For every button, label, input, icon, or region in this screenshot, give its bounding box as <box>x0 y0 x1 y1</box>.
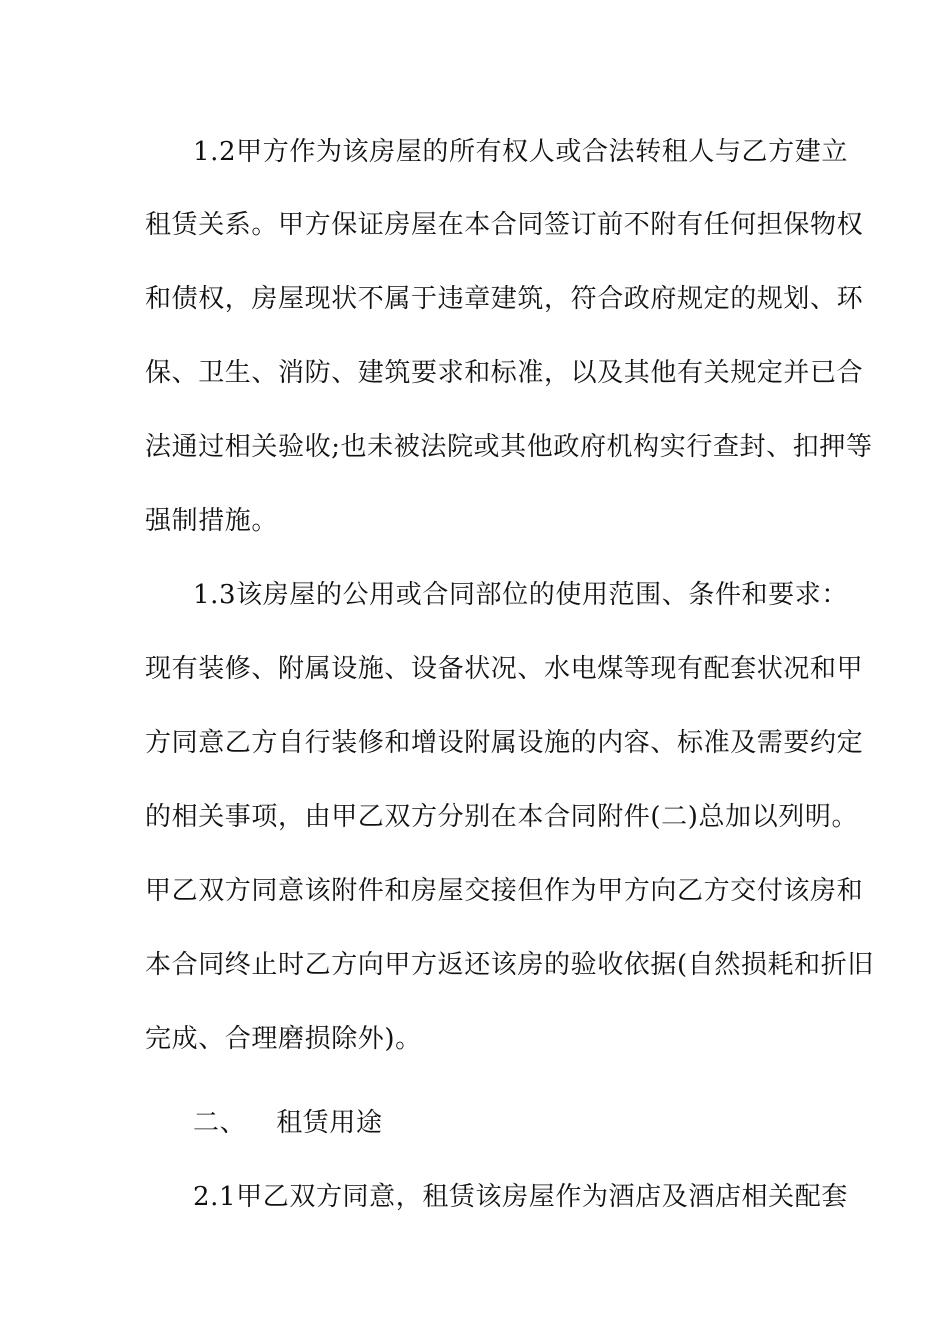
paragraph-1-3-line-3: 方同意乙方自行装修和增设附属设施的内容、标准及需要约定 <box>145 728 864 758</box>
paragraph-1-2-line-6: 强制措施。 <box>145 506 279 536</box>
paragraph-1-2-line-5: 法通过相关验收;也未被法院或其他政府机构实行查封、扣押等 <box>145 432 873 462</box>
paragraph-1-2-line-4: 保、卫生、消防、建筑要求和标准，以及其他有关规定并已合 <box>145 358 864 388</box>
paragraph-1-3-line-1: 1.3该房屋的公用或合同部位的使用范围、条件和要求： <box>193 580 848 610</box>
paragraph-1-3-line-2: 现有装修、附属设施、设备状况、水电煤等现有配套状况和甲 <box>145 654 864 684</box>
section-heading <box>193 1106 873 1140</box>
section-number: 二、 <box>193 1108 247 1138</box>
paragraph-1-2-line-1: 1.2甲方作为该房屋的所有权人或合法转租人与乙方建立 <box>193 137 848 167</box>
paragraph-1-3-line-4: 的相关事项，由甲乙双方分别在本合同附件(二)总加以列明。 <box>145 802 859 832</box>
paragraph-2-1-line-1: 2.1甲乙双方同意，租赁该房屋作为酒店及酒店相关配套 <box>193 1182 848 1212</box>
paragraph-1-3-line-7: 完成、合理磨损除外)。 <box>145 1024 422 1054</box>
paragraph-1-2-line-2: 租赁关系。甲方保证房屋在本合同签订前不附有任何担保物权 <box>145 210 864 240</box>
paragraph-1-2-line-3: 和债权，房屋现状不属于违章建筑，符合政府规定的规划、环 <box>145 284 864 314</box>
section-title: 租赁用途 <box>276 1108 383 1138</box>
paragraph-1-3-line-5: 甲乙双方同意该附件和房屋交接但作为甲方向乙方交付该房和 <box>145 876 864 906</box>
paragraph-1-3-line-6: 本合同终止时乙方向甲方返还该房的验收依据(自然损耗和折旧 <box>145 950 874 980</box>
